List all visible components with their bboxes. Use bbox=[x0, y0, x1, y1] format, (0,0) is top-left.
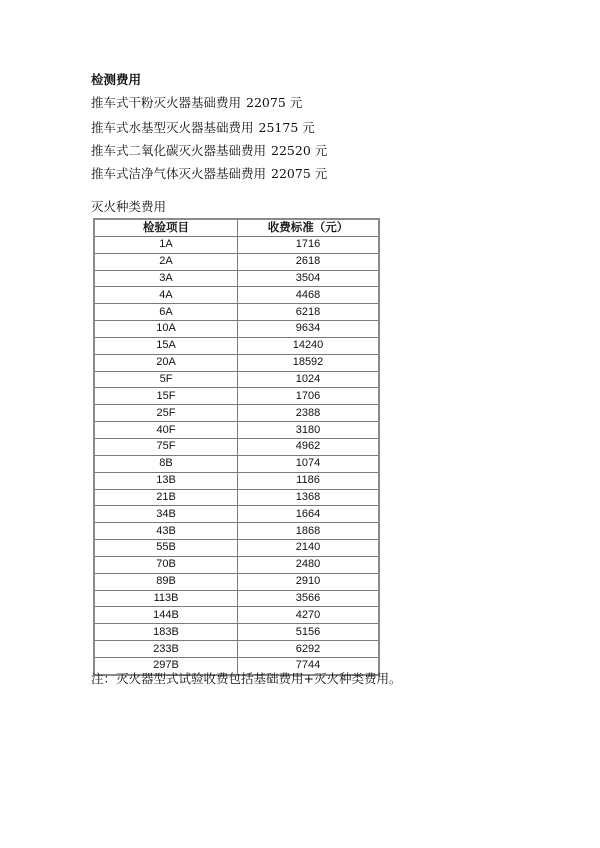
table-row bbox=[94, 287, 379, 304]
cell-item: 89B bbox=[94, 573, 238, 590]
cell-fee: 2388 bbox=[238, 405, 380, 422]
cell-item: 8B bbox=[94, 455, 238, 472]
base-fee-line bbox=[91, 118, 315, 136]
fee-label: 推车式二氧化碳灭火器基础费用 bbox=[91, 143, 267, 158]
cell-fee: 6218 bbox=[238, 304, 380, 321]
cell-item: 113B bbox=[94, 590, 238, 607]
table-row bbox=[94, 489, 379, 506]
base-fee-line bbox=[91, 93, 302, 111]
cell-item: 21B bbox=[94, 489, 238, 506]
table-row bbox=[94, 321, 379, 338]
table-body bbox=[94, 236, 379, 674]
table-row bbox=[94, 438, 379, 455]
table-title: 灭火种类费用 bbox=[91, 199, 167, 214]
table-row bbox=[94, 253, 379, 270]
fee-amount: 22075 bbox=[246, 95, 286, 110]
table-row bbox=[94, 523, 379, 540]
cell-item: 233B bbox=[94, 641, 238, 658]
cell-fee: 7744 bbox=[238, 657, 380, 674]
cell-item: 43B bbox=[94, 523, 238, 540]
table-row bbox=[94, 270, 379, 287]
cell-fee: 14240 bbox=[238, 337, 380, 354]
table-row bbox=[94, 388, 379, 405]
cell-item: 297B bbox=[94, 657, 238, 674]
table-row bbox=[94, 337, 379, 354]
table-row bbox=[94, 590, 379, 607]
fee-unit: 元 bbox=[302, 120, 315, 135]
table-row bbox=[94, 371, 379, 388]
cell-fee: 1664 bbox=[238, 506, 380, 523]
table-row bbox=[94, 472, 379, 489]
cell-item: 40F bbox=[94, 422, 238, 439]
cell-fee: 2140 bbox=[238, 540, 380, 557]
cell-item: 10A bbox=[94, 321, 238, 338]
cell-fee: 1024 bbox=[238, 371, 380, 388]
cell-fee: 5156 bbox=[238, 624, 380, 641]
column-header-item: 检验项目 bbox=[94, 219, 238, 236]
table-row bbox=[94, 354, 379, 371]
cell-item: 4A bbox=[94, 287, 238, 304]
cell-fee: 1716 bbox=[238, 236, 380, 253]
cell-item: 25F bbox=[94, 405, 238, 422]
table-row bbox=[94, 607, 379, 624]
cell-fee: 1074 bbox=[238, 455, 380, 472]
cell-item: 6A bbox=[94, 304, 238, 321]
cell-fee: 6292 bbox=[238, 641, 380, 658]
base-fee-line bbox=[91, 141, 327, 159]
cell-fee: 1706 bbox=[238, 388, 380, 405]
cell-item: 1A bbox=[94, 236, 238, 253]
table-row bbox=[94, 422, 379, 439]
fee-amount: 22075 bbox=[271, 166, 311, 181]
table-row bbox=[94, 405, 379, 422]
cell-fee: 1868 bbox=[238, 523, 380, 540]
cell-fee: 1368 bbox=[238, 489, 380, 506]
cell-fee: 3566 bbox=[238, 590, 380, 607]
table-row bbox=[94, 304, 379, 321]
cell-fee: 9634 bbox=[238, 321, 380, 338]
cell-item: 183B bbox=[94, 624, 238, 641]
cell-item: 70B bbox=[94, 556, 238, 573]
table-row bbox=[94, 556, 379, 573]
cell-item: 13B bbox=[94, 472, 238, 489]
table-header-row bbox=[94, 219, 379, 236]
fee-amount: 25175 bbox=[258, 120, 299, 135]
fee-label: 推车式水基型灭火器基础费用 bbox=[91, 120, 254, 135]
cell-item: 2A bbox=[94, 253, 238, 270]
cell-fee: 18592 bbox=[238, 354, 380, 371]
cell-item: 15F bbox=[94, 388, 238, 405]
footnote: 注：灭火器型式试验收费包括基础费用+灭火种类费用。 bbox=[91, 671, 402, 686]
fee-unit: 元 bbox=[314, 143, 328, 158]
cell-item: 3A bbox=[94, 270, 238, 287]
cell-fee: 3504 bbox=[238, 270, 380, 287]
cell-fee: 4270 bbox=[238, 607, 380, 624]
cell-item: 75F bbox=[94, 438, 238, 455]
table-row bbox=[94, 236, 379, 253]
cell-fee: 2480 bbox=[238, 556, 380, 573]
cell-fee: 4468 bbox=[238, 287, 380, 304]
cell-fee: 4962 bbox=[238, 438, 380, 455]
fee-table bbox=[93, 218, 380, 676]
table-row bbox=[94, 624, 379, 641]
base-fee-line bbox=[91, 164, 327, 182]
cell-item: 5F bbox=[94, 371, 238, 388]
cell-fee: 2910 bbox=[238, 573, 380, 590]
cell-fee: 2618 bbox=[238, 253, 380, 270]
fee-amount: 22520 bbox=[271, 143, 311, 158]
fee-unit: 元 bbox=[314, 166, 328, 181]
fee-label: 推车式洁净气体灭火器基础费用 bbox=[91, 166, 267, 181]
table-row bbox=[94, 506, 379, 523]
table-row bbox=[94, 641, 379, 658]
cell-item: 55B bbox=[94, 540, 238, 557]
cell-fee: 1186 bbox=[238, 472, 380, 489]
cell-fee: 3180 bbox=[238, 422, 380, 439]
table-row bbox=[94, 573, 379, 590]
fee-unit: 元 bbox=[289, 95, 303, 110]
cell-item: 15A bbox=[94, 337, 238, 354]
column-header-fee: 收费标准（元） bbox=[238, 219, 380, 236]
table-row bbox=[94, 540, 379, 557]
table-row bbox=[94, 455, 379, 472]
fee-label: 推车式干粉灭火器基础费用 bbox=[91, 95, 242, 110]
cell-item: 20A bbox=[94, 354, 238, 371]
cell-item: 144B bbox=[94, 607, 238, 624]
section-heading: 检测费用 bbox=[91, 72, 142, 87]
cell-item: 34B bbox=[94, 506, 238, 523]
